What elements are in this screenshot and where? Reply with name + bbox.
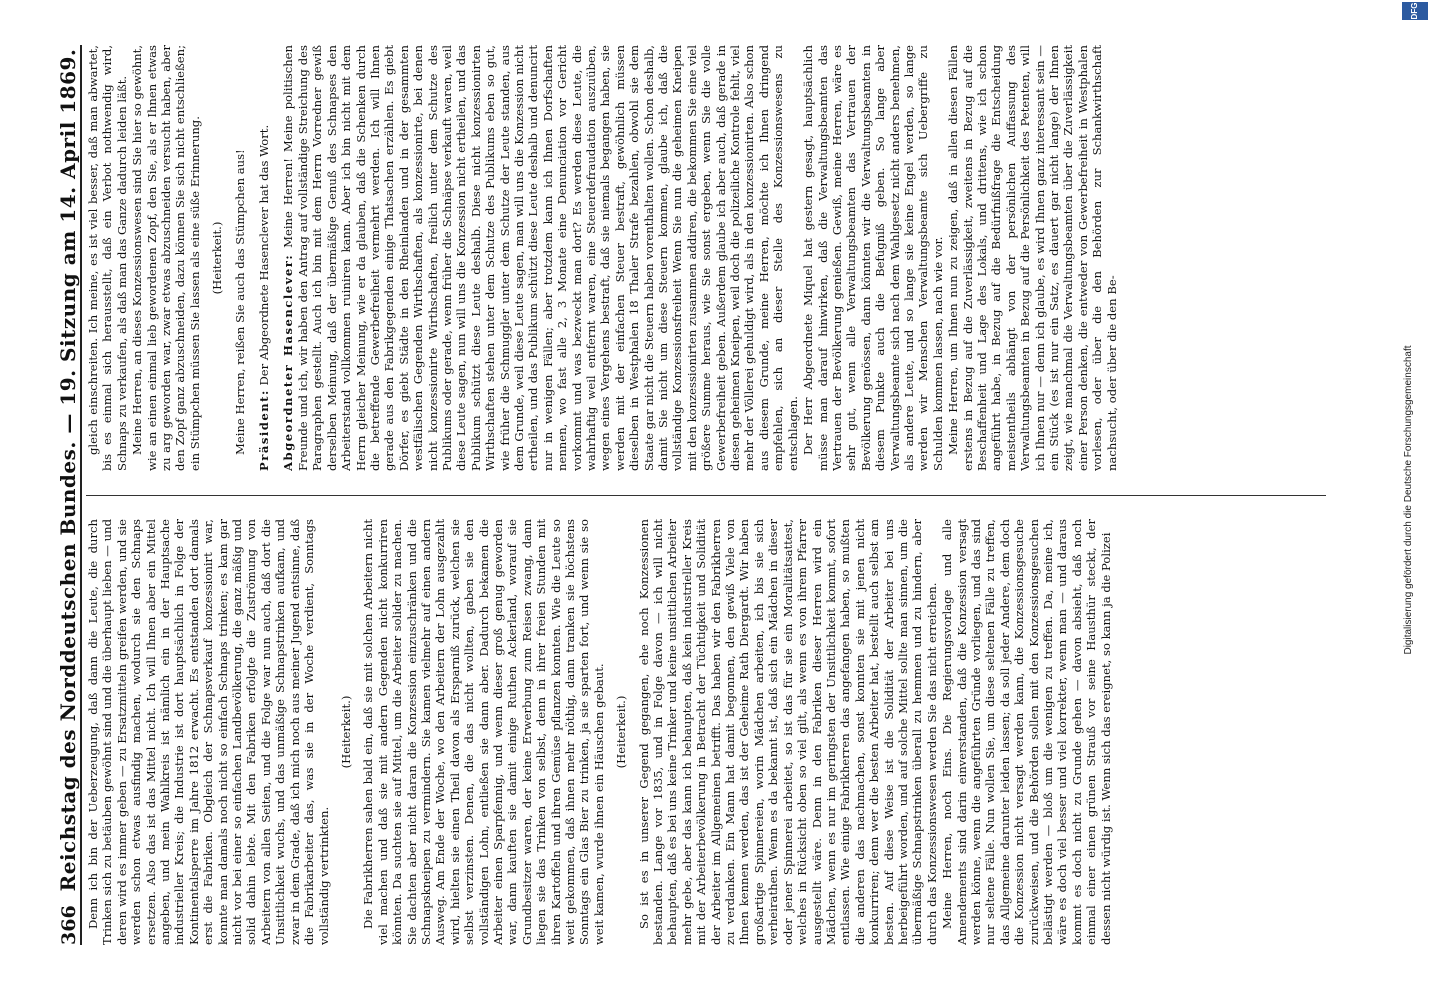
speech-text: Der Abgeordnete Hasenclever hat das Wort.: [257, 124, 272, 386]
text-paragraph: Meine Herren, um Ihnen nun zu zeigen, daß in allen diesen Fällen erstens in Bezug auf die Zuverlässigkeit, zweitens in Bezug auf die Beschaffenheit und Lage des Lokals, und drittens, wie ich schon angeführt habe, in Bezug auf die Bedürfnißfrage die Entscheidung meistentheils abhängt von der persönlichen Auffassung des Verwaltungsbeamten in Bezug auf die Persönlichkeit des Petenten, will ich Ihnen nur — denn ich glaube, es wird Ihnen ganz interessant sein — ein Stück (es ist nur ein Satz, es dauert gar nicht lange) der Ihnen zeigt, wie manchmal die Verwaltungsbeamten über die Zuverlässigkeit einer Person denken, die entweder von Gewerbefreiheit in Westphalen vorlesen, oder über die den Behörden zur Schankwirthschaft nachsucht, oder über die den Be-: [946, 45, 1119, 471]
interjection: (Heiterkeit.): [210, 221, 225, 295]
text-column-right: [86, 45, 1326, 471]
speaker-name: Präsident:: [257, 389, 272, 471]
speaker-name: Abgeordneter Hasenclever:: [281, 253, 296, 471]
text-column-left: [86, 519, 1326, 945]
digitization-credit: Digitalisierung gefördert durch die Deutsche Forschungsgemeinschaft: [1403, 345, 1414, 655]
text-paragraph: Meine Herren, an dieses Konzessionswesen sind Sie hier so gewöhnt, wie an einen einmal lieb gewordenen Zopf, den Sie, als er Ihnen etwas zu arg geworden war, zwar etwas abzuschneiden versucht haben, aber den Zopf ganz abzuschneiden, dazu können Sie sich nicht entschließen; ein Stümpchen müssen Sie lassen als eine süße Erinnerung.: [130, 45, 202, 471]
page-header: [30, 45, 82, 945]
text-paragraph: Denn ich bin der Ueberzeugung, daß dann die Leute, die durch Trinken sich zu betäuben gewöhnt sind und die überhaupt lieben — und deren wird es immer geben — zu Ersatzmitteln greifen werden, und sie werden schon etwas ausfindig machen, wodurch sie den Schnaps ersetzen. Also das ist das Mittel nicht. Ich will Ihnen aber ein Mittel angeben, und mein Wahlkreis ist nämlich ein in der Hauptsache industrieller Kreis; die Industrie ist dort hauptsächlich in Folge der Kontinentalsperre im Jahre 1812 erwacht. Es entstanden dort damals erst die Fabriken. Obgleich der Schnapsverkauf konzessionirt war, konnte man damals noch nicht so einfach Schnaps trinken; es kam gar nicht vor bei einer so einfachen Landbevölkerung, die ganz mäßig und solid dahin lebte. Mit den Fabriken erfolgte die Zuströmung von Arbeitern von allen Seiten, und die Folge war nun auch, daß dort die Unsittlichkeit wuchs, und das unmäßige Schnapstrinken aufkam, und zwar in dem Grade, daß ich mich noch aus meiner Jugend entsinne, daß die Fabrikarbeiter das, was sie in der Woche verdient, Sonntags vollständig vertrinkten.: [86, 519, 331, 945]
text-paragraph: Meine Herren, reißen Sie auch das Stümpchen aus!: [232, 149, 247, 455]
column-divider: [86, 495, 1326, 496]
text-paragraph: Die Fabrikherren sahen bald ein, daß sie mit solchen Arbeitern nicht viel machen und daß sie mit andern Gegenden nicht konkurriren könnten. Da suchten sie auf Mittel, um die Arbeiter solider zu machen. Sie dachten aber nicht daran die Konzession einzuschränken und die Schnapskneipen zu vermindern. Sie kamen vielmehr auf einen andern Ausweg. Am Ende der Woche, wo den Arbeitern der Lohn ausgezahlt wird, hielten sie einen Theil davon als Ersparniß zurück, welchen sie selbst verzinsten. Denen, die das nicht wollten, gaben sie den vollständigen Lohn, entließen sie dann aber. Dadurch bekamen die Arbeiter einen Sparpfennig, und wenn dieser groß genug geworden war, dann kauften sie damit einige Ruthen Ackerland, worauf sie Grundbesitzer waren, der keine Erwerbung zum Reisen zwang, dann liegen sie das Trinken von selbst, denn in ihrer freien Stunden mit ihren Kartoffeln und ihren Gemüse pflanzen konnten. Wie die Leute so weit gekommen, daß ihnen mehr nöthig, dann tranken sie höchstens Sonntags ein Glas Bier zu trinken, ja sie sparten fort, und wenn sie so weit kamen, wurde ihnen ein Häuschen gebaut.: [361, 519, 606, 945]
text-paragraph: So ist es in unserer Gegend gegangen, ehe noch Konzessionen bestanden. Lange vor 1835, und in Folge davon — ich will nicht behaupten, daß es bei uns keine Trinker und keine unsittlichen Arbeiter mehr gebe, aber das kann ich behaupten, daß kein industrieller Kreis mit der Arbeiterbevölkerung in Betracht der Tüchtigkeit und Solidität der Arbeiter im Allgemeinen betrifft. Das haben wir den Fabrikherren zu verdanken. Ein Mann hat damit begonnen, den gewiß Viele von Ihnen kennen werden, das ist der Geheime Rath Diergardt. Wir haben großartige Spinnereien, worin Mädchen arbeiten, ich bis sie sich verheirathen. Wenn es da bekannt ist, daß sich ein Mädchen in dieser oder jener Spinnerei arbeitet, so ist das für sie ein Moralitätsattest, welches in Rücksicht oben so viel gilt, als wenn es von ihrem Pfarrer ausgestellt wäre. Denn in den Fabriken dieser Herren wird ein Mädchen, wenn es nur im geringsten der Unsittlichkeit kommt, sofort entlassen. Wie einige Fabrikherren das angefangen haben, so mußten die anderen das nachmachen, sonst konnten sie mit jenen nicht konkurriren; denn wer die besten Arbeiter hat, bestellt auch selbst am besten. Auf diese Weise ist die Solidität der Arbeiter bei uns herbeigeführt worden, und auf solche Mittel sollte man sinnen, um die übermäßige Schnapstrinken überall zu hemmen und zu hindern, aber durch das Konzessionswesen werden Sie das nicht erreichen.: [636, 519, 939, 945]
text-paragraph: Der Herr Abgeordnete Miquel hat gestern gesagt, hauptsächlich müsse man darauf hinwirken, daß die Verwaltungsbeamten das Vertrauen der Bevölkerung genießen. Gewiß, meine Herren, wäre es sehr gut, wenn alle Verwaltungsbeamten das Vertrauen der Bevölkerung genössen, dann könnten wir die Verwaltungsbeamten in diesem Punkte auch die Befugniß geben. So lange aber Verwaltungsbeamte sich nach dem Wahlgesetz nicht anders benehmen, als andere Leute, und so lange sie keine Engel werden, so lange werden wir Menschen Verwaltungsbeamte sich Uebergriffe zu Schulden kommen lassen, nach wie vor.: [801, 45, 945, 471]
text-paragraph: gleich einschreiten. Ich meine, es ist viel besser, daß man abwartet, bis es einmal sich herausstellt, daß ein Verbot nothwendig wird, Schnaps zu verkaufen, als daß man das Ganze dadurch leiden läßt.: [86, 45, 129, 471]
text-paragraph: Meine Herren, noch Eins. Die Regierungsvorlage und alle Amendements sind darin einverstanden, daß die Konzession versagt werden könne, wenn die angeführten Gründe vorliegen, und das sind nur seltene Fälle. Nun wollen Sie, um diese seltenen Fälle zu treffen, das Allgemeine darunter leiden lassen; da soll jeder Andere, dem doch die Konzession nicht versagt werden kann, die Konzessionsgesuche zurückweisen, und die Behörden sollen mit den Konzessionsgesuchen belästigt werden — bloß um die wenigen zu treffen. Da, meine ich, wäre es doch viel besser und viel korrekter, wenn man — und daraus kommt es doch nicht zu Grunde gehen — davon absieht, daß noch einmal einer einen grünen Strauß vor seine Hausthür steckt, der dessen nicht würdig ist. Wenn sich das ereignet, so kann ja die Polizei: [940, 519, 1113, 945]
speech-paragraph: [257, 45, 271, 471]
running-head: Reichstag des Norddeutschen Bundes. — 19. Sitzung am 14. April 1869.: [56, 48, 80, 892]
speech-paragraph: [281, 45, 800, 471]
interjection: (Heiterkeit.): [614, 695, 629, 769]
page-number: 366: [58, 905, 80, 945]
dfg-logo: DFG: [1402, 2, 1428, 20]
newspaper-page: [30, 45, 1380, 945]
interjection: (Heiterkeit.): [338, 695, 353, 769]
speech-text: Meine Herren! Meine politischen Freunde und ich, wir haben den Antrag auf vollständige Streichung des Paragraphen gestellt. Auch ich bin mit dem Herrn Vorredner gewiß derselben Meinung, daß der übermäßige Genuß des Schnapses den Arbeiterstand vollkommen ruiniren kann. Aber ich bin nicht mit dem Herrn gleicher Meinung, wie er da glauben, daß die Schenken durch die betreffende Gewerbefreiheit vermehrt werden. Ich will Ihnen gerade aus den Fabrikgegenden einige Thatsachen erzählen. Es giebt Dörfer, es giebt Städte in den Rheinlanden und in der gesammten westfälischen Gegenden Wirthschaften, als konzessionirte, bei denen nicht konzessionirte Wirthschaften, freilich unter dem Schutze des Publikums oder gerade, wenn früher die Schnäpse verkauft waren, weil diese Leute sagen, nun will uns die Konzession nicht ertheilen, und das Publikum schützt diese Leute deshalb. Diese nicht konzessionirten Wirthschaften stehen unter dem Schutze des Publikums eben so gut, wie früher die Schmuggler unter dem Schutze der Leute standen, aus dem Grunde, weil diese Leute sagen, man will uns die Konzession nicht ertheilen, und das Publikum schützt diese Leute deshalb und denuncirt nur in wenigen Fällen; aber trotzdem kann ich Ihnen Dorfschaften nennen, wo fast alle 2, 3 Monate eine Denunciation vor Gericht vorkommt und was bezweckt man dort? Es werden diese Leute, die wahrhaftig weil entfernt waren, eine Steuerdefraudation auszuüben, wegen eines Vergehens bestraft, daß sie niemals begangen haben, sie werden mit der einfachen Steuer bestraft, gewöhnlich müssen dieselben in Westphalen 18 Thaler Strafe bezahlen, obwohl sie dem Staate gar nicht die Steuern haben vorenthalten wollen. Schon deshalb, damit Sie nicht um diese Steuern kommen, glaube ich, daß die vollständige Konzessionsfreiheit Wenn Sie nun die geheimen Kneipen mit den konzessionirten zusammen addiren, die bekommen Sie eine viel größere Summe heraus, wie Sie sonst ergeben, wenn Sie die volle Gewerbefreiheit geben. Außerdem glaube ich aber auch, daß gerade in diesen geheimen Kneipen, weil doch die polizeiliche Kontrole fehlt, viel mehr der Völlerei gehuldigt wird, als in den konzessionirten. Also schon aus diesem Grunde, meine Herren, möchte ich Ihnen dringend empfehlen, sich an dieser Stelle des Konzessionswesens zu entschlagen.: [281, 45, 800, 471]
